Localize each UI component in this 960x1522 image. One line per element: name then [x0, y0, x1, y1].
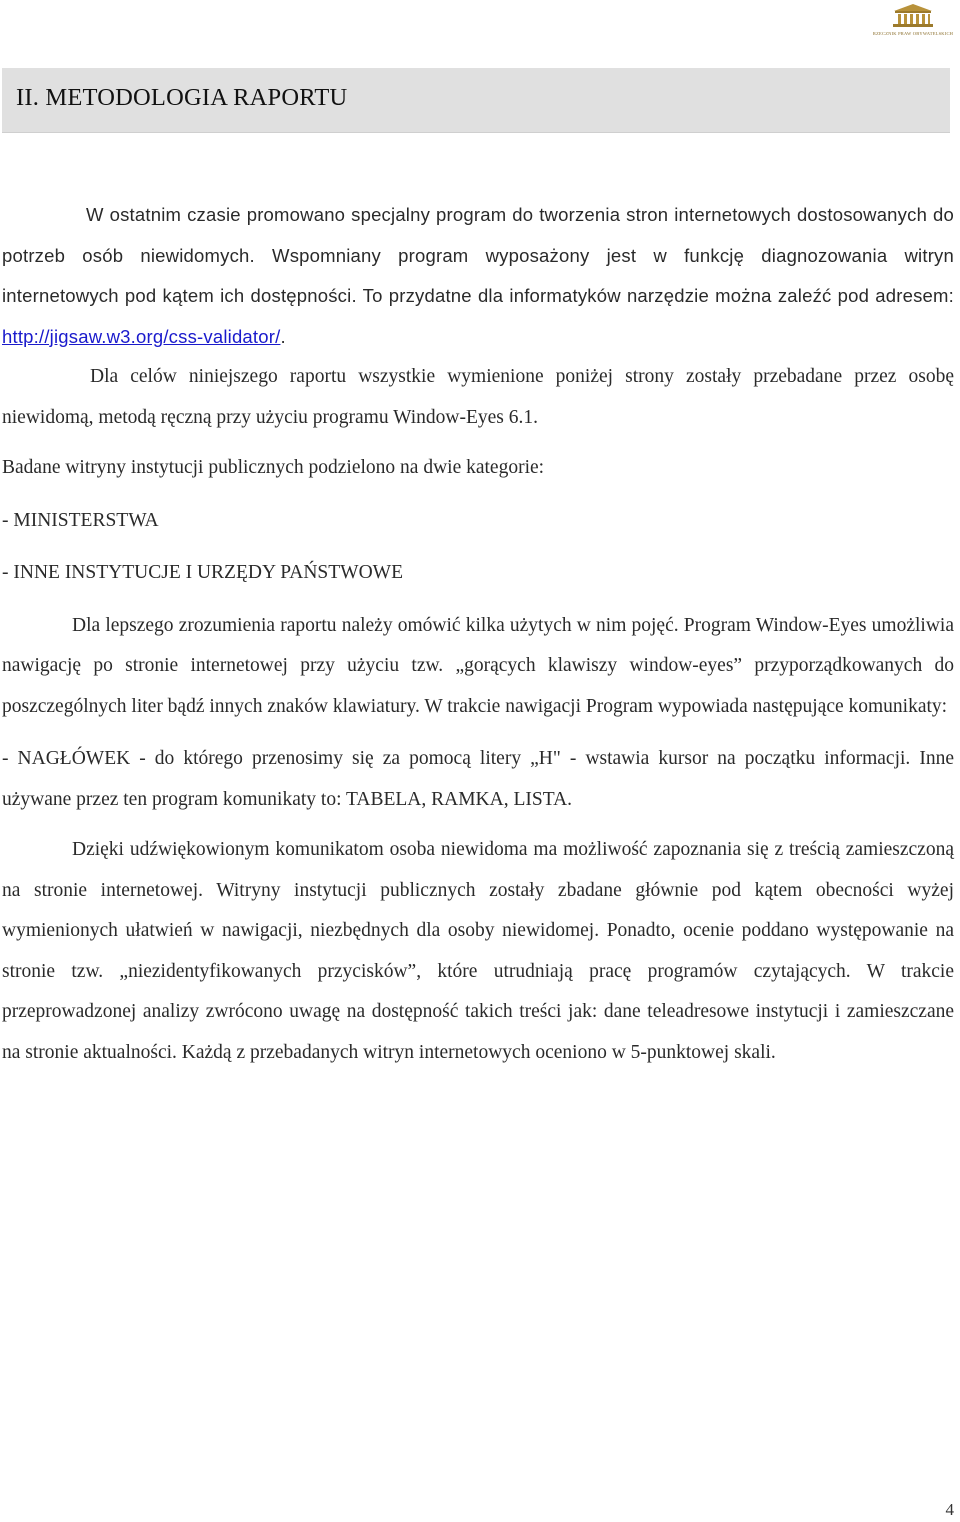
- building-icon: [890, 2, 936, 30]
- paragraph-intro-end: .: [280, 325, 286, 347]
- paragraph-categories: Badane witryny instytucji publicznych podzielono na dwie kategorie:: [2, 457, 545, 478]
- page-number: 4: [945, 1500, 954, 1519]
- paragraph-intro: [2, 195, 954, 357]
- validator-link[interactable]: http://jigsaw.w3.org/css-validator/: [2, 325, 281, 347]
- paragraph-evaluation: Dzięki udźwiękowionym komunikatom osoba niewidoma ma możliwość zapoznania się z treścią zamieszczoną na stronie internetowej. Witryny instytucji publicznych zostały zbadane głównie pod kątem obecności wyżej wymienionych ułatwień w nawigacji, niezbędnych dla osoby niewidomej. Ponadto, ocenie poddano występowanie na stronie tzw. „niezidentyfikowanych przycisków”, które utrudniają pracę programów czytających. W trakcie przeprowadzonej analizy zwrócono uwagę na dostępność takich treści jak: dane teleadresowe instytucji i zamieszczane na stronie aktualności. Każdą z przebadanych witryn internetowych oceniono w 5-punktowej skali.: [2, 839, 954, 1063]
- logo-caption: RZECZNIK PRAW OBYWATELSKICH: [872, 31, 954, 36]
- paragraph-intro-text: W ostatnim czasie promowano specjalny program do tworzenia stron internetowych dostosowanych do potrzeb osób niewidomych. Wspomniany program wyposażony jest w funkcję diagnozowania witryn internetowych pod kątem ich dostępności. To przydatne dla informatyków narzędzie można zaleźć pod adresem:: [2, 204, 954, 306]
- section-heading: II. METODOLOGIA RAPORTU: [16, 84, 348, 111]
- category-ministries: - MINISTERSTWA: [2, 509, 159, 531]
- paragraph-heading-message: - NAGŁÓWEK - do którego przenosimy się za pomocą litery „H" - wstawia kursor na początku informacji. Inne używane przez ten program komunikaty to: TABELA, RAMKA, LISTA.: [2, 748, 954, 810]
- category-other-institutions: - INNE INSTYTUCJE I URZĘDY PAŃSTWOWE: [2, 562, 403, 583]
- paragraph-concepts: Dla lepszego zrozumienia raportu należy omówić kilka użytych w nim pojęć. Program Window-Eyes umożliwia nawigację po stronie internetowej przy użyciu tzw. „gorących klawiszy window-eyes” przyporządkowanych do poszczególnych liter bądź innych znaków klawiatury. W trakcie nawigacji Program wypowiada następujące komunikaty:: [2, 614, 954, 717]
- paragraph-method: Dla celów niniejszego raportu wszystkie wymienione poniżej strony zostały przebadane przez osobę niewidomą, metodą ręczną przy użyciu programu Window-Eyes 6.1.: [2, 366, 954, 428]
- institution-logo: [872, 2, 954, 40]
- document-body: [2, 195, 954, 1073]
- section-heading-bar: [2, 68, 950, 133]
